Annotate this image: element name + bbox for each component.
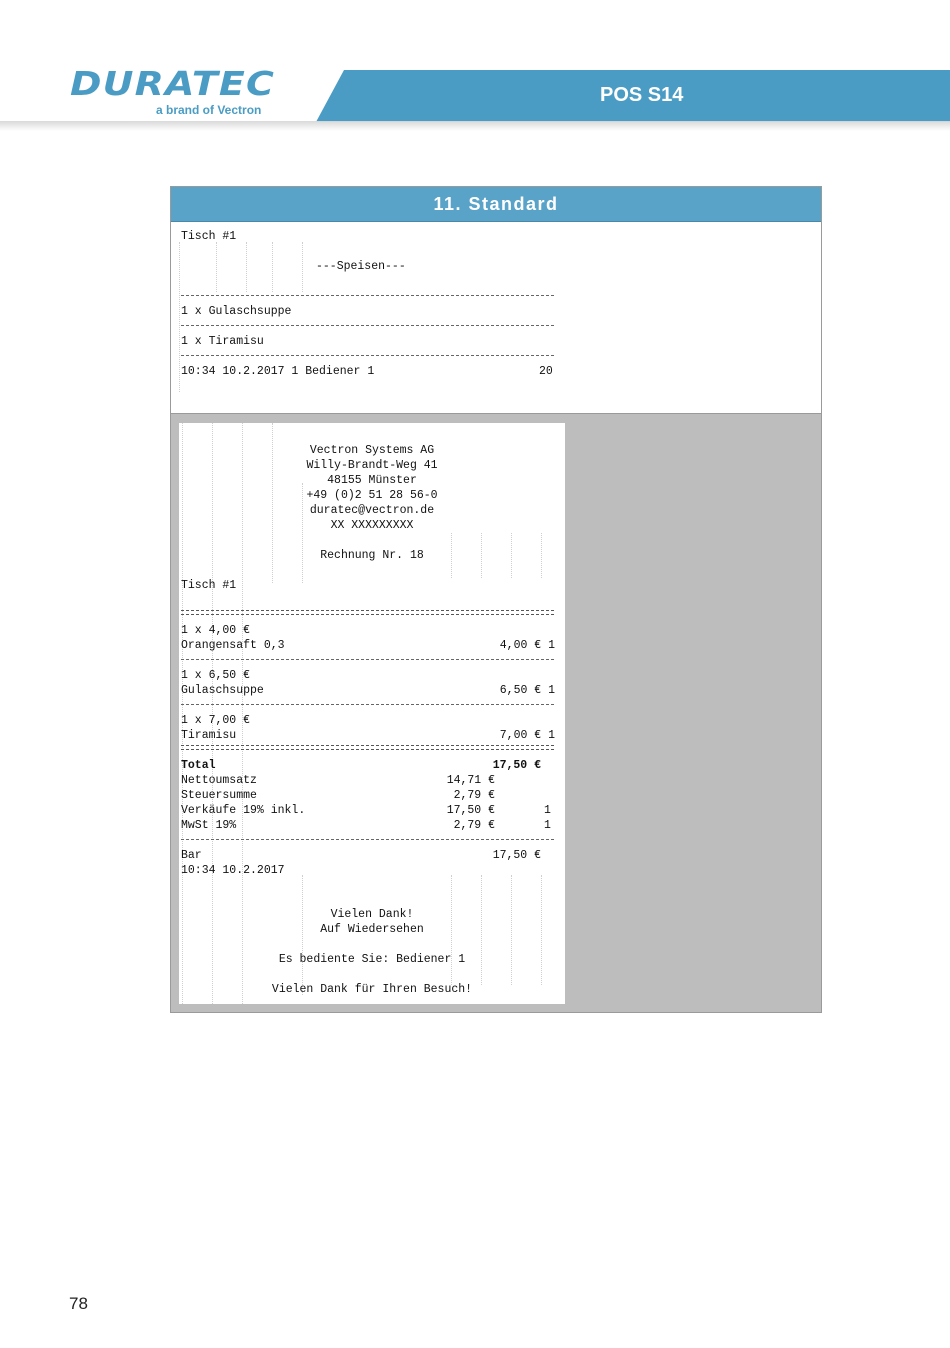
summary-label: Verkäufe 19% inkl. [181,804,306,817]
section-title: 11. Standard [171,187,821,222]
payment-value: 17,50 € [492,849,541,862]
invoice-number: Rechnung Nr. 18 [320,549,424,562]
guide-line [246,242,247,292]
page-number: 78 [69,1294,88,1313]
summary-label: Steuersumme [181,789,257,802]
receipt-datetime: 10:34 10.2.2017 [181,864,285,877]
kitchen-ticket [171,222,821,414]
total-label: Total [181,759,216,772]
item-price: 6,50 € 1 [499,684,555,697]
company-street: Willy-Brandt-Weg 41 [306,459,438,472]
served-by-text: Es bediente Sie: Bediener 1 [278,953,466,966]
ticket-item: 1 x Gulaschsuppe [181,305,292,318]
summary-label: MwSt 19% [181,819,237,832]
ticket-table: Tisch #1 [181,230,237,243]
receipt-table: Tisch #1 [181,579,237,592]
brand-tagline: a brand of Vectron [156,103,262,117]
thanks-visit-text: Vielen Dank für Ihren Besuch! [271,983,473,996]
summary-value: 17,50 € [446,804,495,817]
ticket-number: 20 [539,365,553,378]
item-name: Gulaschsuppe [181,684,264,697]
receipt-panel [171,414,821,1012]
company-city: 48155 Münster [327,474,417,487]
separator [181,839,554,840]
guide-line [302,242,303,292]
payment-label: Bar [181,849,202,862]
ticket-footer: 10:34 10.2.2017 1 Bediener 1 [181,365,375,378]
summary-value: 2,79 € [453,789,495,802]
brand-logo: DURATEC [70,64,276,103]
tax-id: XX XXXXXXXXX [330,519,414,532]
section-box [170,186,822,1013]
separator [181,295,554,296]
guide-line [179,242,180,392]
item-qty-line: 1 x 7,00 € [181,714,251,727]
thanks-text: Vielen Dank! [330,908,414,921]
double-separator [181,745,554,750]
item-price: 7,00 € 1 [499,729,555,742]
item-price: 4,00 € 1 [499,639,555,652]
document-title: POS S14 [600,84,684,106]
separator [181,659,554,660]
company-name: Vectron Systems AG [309,444,435,457]
separator [181,355,554,356]
guide-line [216,242,217,292]
item-name: Tiramisu [181,729,237,742]
item-qty-line: 1 x 6,50 € [181,669,251,682]
company-phone: +49 (0)2 51 28 56-0 [306,489,438,502]
double-separator [181,610,554,615]
customer-receipt [179,423,565,1004]
ticket-category: ---Speisen--- [316,260,406,273]
summary-value: 2,79 € [453,819,495,832]
guide-line [272,242,273,292]
summary-code: 1 [544,819,551,832]
summary-value: 14,71 € [446,774,495,787]
summary-label: Nettoumsatz [181,774,257,787]
summary-code: 1 [544,804,551,817]
total-value: 17,50 € [492,759,541,772]
header-shadow [0,121,950,131]
company-email: duratec@vectron.de [309,504,435,517]
item-name: Orangensaft 0,3 [181,639,285,652]
separator [181,704,554,705]
item-qty-line: 1 x 4,00 € [181,624,251,637]
separator [181,325,554,326]
goodbye-text: Auf Wiedersehen [320,923,424,936]
ticket-item: 1 x Tiramisu [181,335,264,348]
